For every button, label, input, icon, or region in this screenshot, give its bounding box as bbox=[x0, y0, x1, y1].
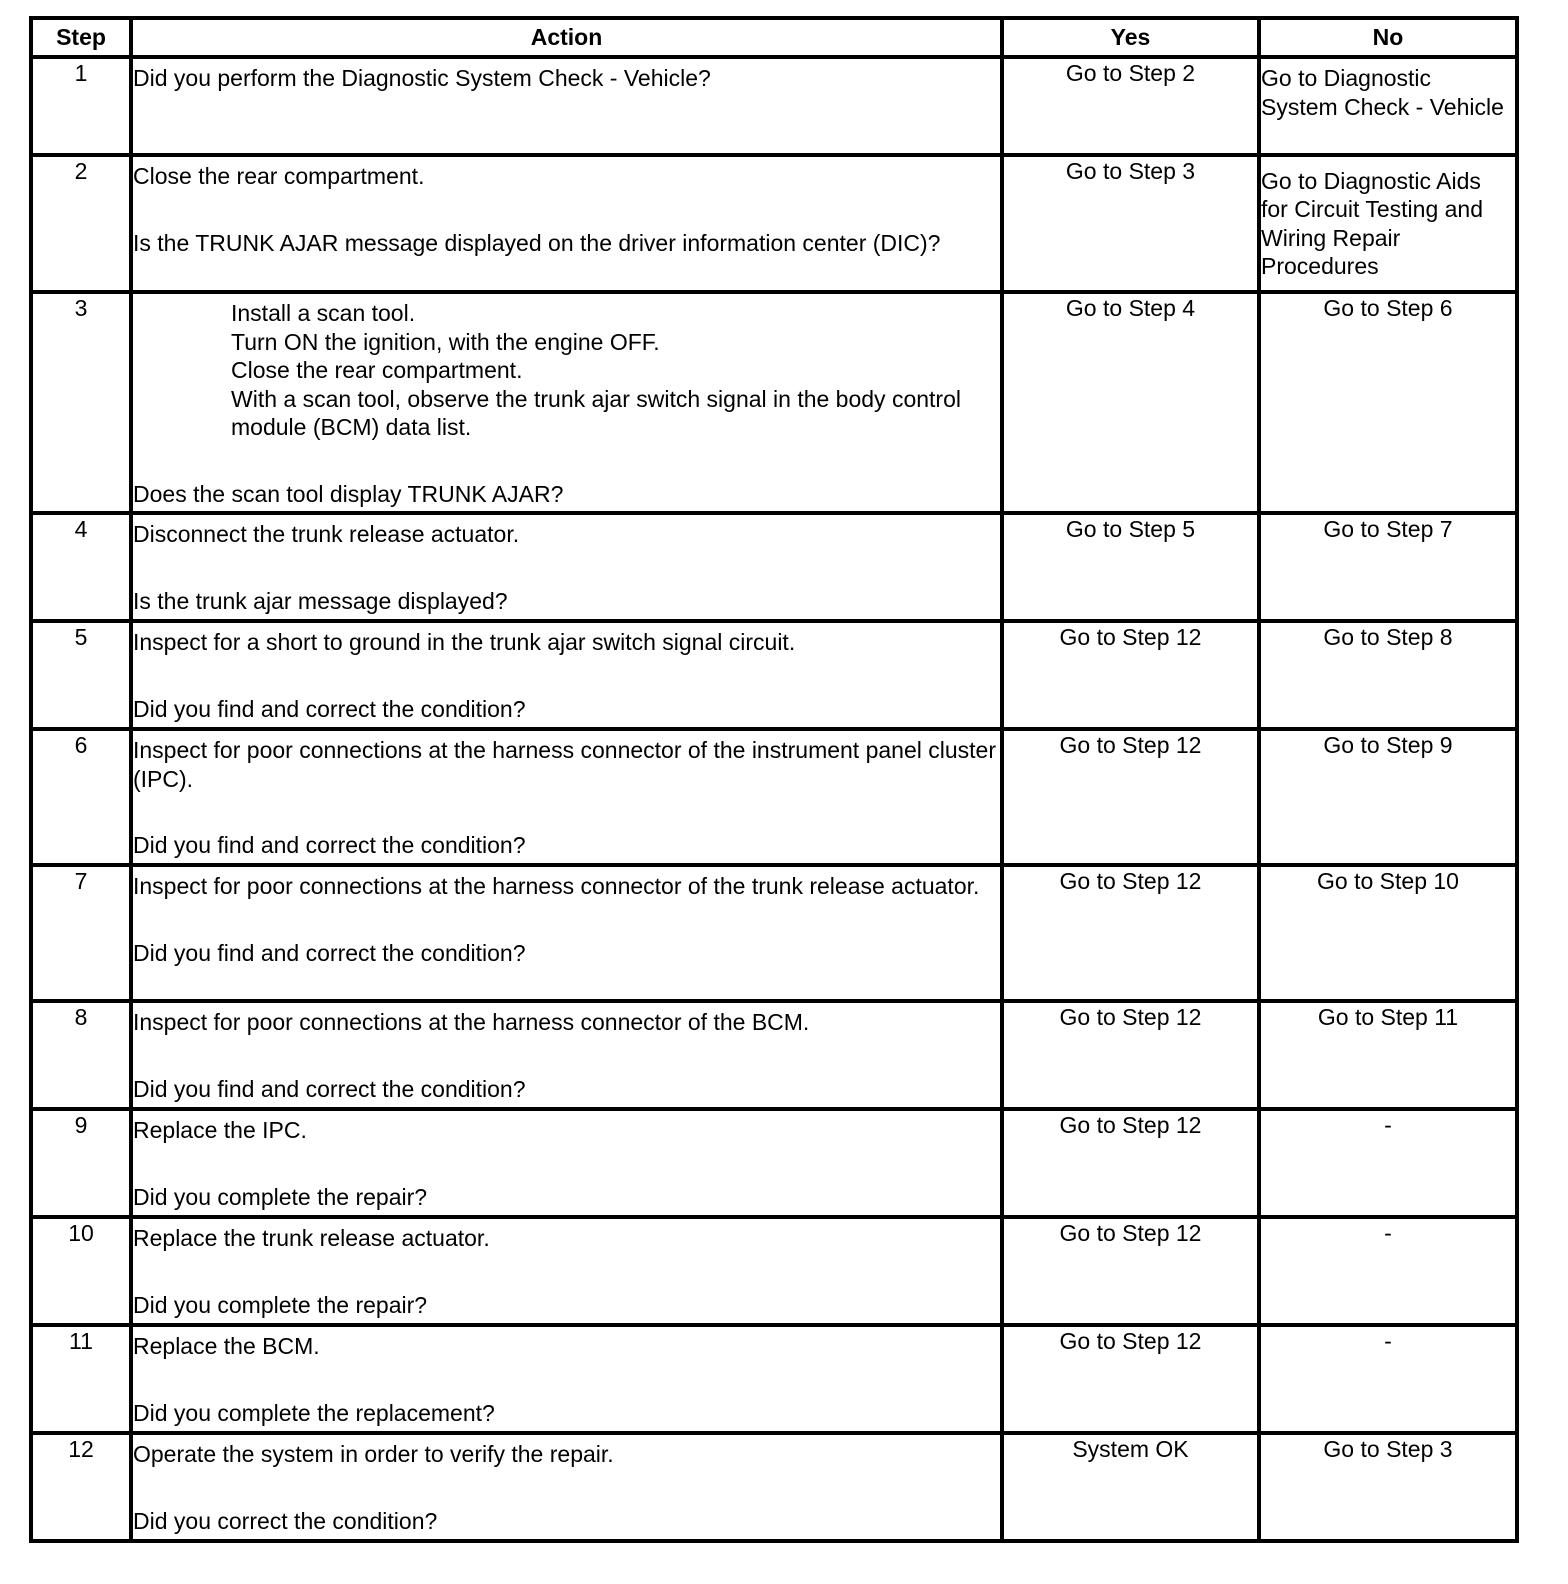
step-number: 10 bbox=[31, 1217, 131, 1325]
action-cell bbox=[131, 1001, 1002, 1109]
no-result: Go to Step 8 bbox=[1259, 621, 1517, 729]
no-result: - bbox=[1259, 1325, 1517, 1433]
no-result: Go to Diagnostic System Check - Vehicle bbox=[1259, 57, 1517, 155]
yes-result: Go to Step 5 bbox=[1002, 513, 1259, 621]
action-instruction: Replace the trunk release actuator. bbox=[133, 1225, 490, 1251]
table-row bbox=[31, 1109, 1517, 1217]
yes-result: Go to Step 12 bbox=[1002, 865, 1259, 1001]
action-instruction: Inspect for poor connections at the harness connector of the trunk release actuator. bbox=[133, 873, 980, 899]
header-action: Action bbox=[131, 18, 1002, 57]
instruction-item: Close the rear compartment. bbox=[231, 357, 523, 383]
action-question: Did you find and correct the condition? bbox=[133, 939, 526, 966]
action-cell bbox=[131, 513, 1002, 621]
action-question: Is the trunk ajar message displayed? bbox=[133, 587, 508, 614]
no-result: Go to Step 10 bbox=[1259, 865, 1517, 1001]
no-result: Go to Diagnostic Aids for Circuit Testing and Wiring Repair Procedures bbox=[1259, 155, 1517, 292]
yes-result: Go to Step 12 bbox=[1002, 1109, 1259, 1217]
action-cell bbox=[131, 1325, 1002, 1433]
step-number: 7 bbox=[31, 865, 131, 1001]
step-number: 9 bbox=[31, 1109, 131, 1217]
no-result: Go to Step 11 bbox=[1259, 1001, 1517, 1109]
table-row bbox=[31, 155, 1517, 292]
action-question: Did you complete the replacement? bbox=[133, 1399, 495, 1426]
yes-result: Go to Step 12 bbox=[1002, 1325, 1259, 1433]
action-instruction: Close the rear compartment. bbox=[133, 163, 425, 189]
header-yes: Yes bbox=[1002, 18, 1259, 57]
header-row bbox=[31, 18, 1517, 57]
table-row bbox=[31, 729, 1517, 865]
action-cell bbox=[131, 292, 1002, 513]
step-number: 1 bbox=[31, 57, 131, 155]
diagnostic-table bbox=[29, 16, 1519, 1543]
action-cell bbox=[131, 1217, 1002, 1325]
table-row bbox=[31, 292, 1517, 513]
instruction-item: With a scan tool, observe the trunk ajar switch signal in the body control module (BCM) data list. bbox=[231, 385, 961, 440]
table-row bbox=[31, 1217, 1517, 1325]
no-result: Go to Step 6 bbox=[1259, 292, 1517, 513]
action-instruction: Disconnect the trunk release actuator. bbox=[133, 521, 520, 547]
table-row bbox=[31, 1433, 1517, 1541]
action-question: Did you complete the repair? bbox=[133, 1291, 428, 1318]
step-number: 4 bbox=[31, 513, 131, 621]
yes-result: Go to Step 3 bbox=[1002, 155, 1259, 292]
action-instruction: Replace the IPC. bbox=[133, 1117, 307, 1143]
no-result: - bbox=[1259, 1109, 1517, 1217]
action-question: Did you complete the repair? bbox=[133, 1183, 428, 1210]
action-instruction: Inspect for a short to ground in the trunk ajar switch signal circuit. bbox=[133, 629, 796, 655]
action-question: Did you correct the condition? bbox=[133, 1507, 438, 1534]
action-cell bbox=[131, 1109, 1002, 1217]
step-number: 11 bbox=[31, 1325, 131, 1433]
action-cell bbox=[131, 1433, 1002, 1541]
table-row bbox=[31, 1325, 1517, 1433]
no-result: Go to Step 3 bbox=[1259, 1433, 1517, 1541]
action-question: Did you find and correct the condition? bbox=[133, 1075, 526, 1102]
action-cell bbox=[131, 729, 1002, 865]
step-number: 12 bbox=[31, 1433, 131, 1541]
action-cell bbox=[131, 865, 1002, 1001]
action-question: Did you find and correct the condition? bbox=[133, 695, 526, 722]
step-number: 5 bbox=[31, 621, 131, 729]
table-row bbox=[31, 865, 1517, 1001]
header-step: Step bbox=[31, 18, 131, 57]
action-cell bbox=[131, 621, 1002, 729]
step-number: 6 bbox=[31, 729, 131, 865]
table-row bbox=[31, 513, 1517, 621]
action-instruction: Inspect for poor connections at the harness connector of the BCM. bbox=[133, 1009, 810, 1035]
no-result: Go to Step 9 bbox=[1259, 729, 1517, 865]
action-instruction: Inspect for poor connections at the harness connector of the instrument panel cluster (IPC). bbox=[133, 737, 996, 792]
table-row bbox=[31, 1001, 1517, 1109]
table-row bbox=[31, 57, 1517, 155]
yes-result: Go to Step 12 bbox=[1002, 621, 1259, 729]
table-row bbox=[31, 621, 1517, 729]
instruction-item: Turn ON the ignition, with the engine OFF. bbox=[231, 328, 660, 355]
yes-result: Go to Step 12 bbox=[1002, 729, 1259, 865]
instruction-item: Install a scan tool. bbox=[231, 300, 416, 326]
no-result: - bbox=[1259, 1217, 1517, 1325]
no-result: Go to Step 7 bbox=[1259, 513, 1517, 621]
action-instruction: Replace the BCM. bbox=[133, 1333, 320, 1359]
header-no: No bbox=[1259, 18, 1517, 57]
step-number: 3 bbox=[31, 292, 131, 513]
action-instruction: Operate the system in order to verify the repair. bbox=[133, 1441, 614, 1467]
action-question: Does the scan tool display TRUNK AJAR? bbox=[133, 480, 564, 507]
action-question: Is the TRUNK AJAR message displayed on the driver information center (DIC)? bbox=[133, 229, 941, 256]
yes-result: Go to Step 2 bbox=[1002, 57, 1259, 155]
action-question: Did you find and correct the condition? bbox=[133, 832, 526, 858]
yes-result: System OK bbox=[1002, 1433, 1259, 1541]
yes-result: Go to Step 12 bbox=[1002, 1217, 1259, 1325]
instruction-list bbox=[133, 299, 1000, 442]
yes-result: Go to Step 12 bbox=[1002, 1001, 1259, 1109]
action-cell bbox=[131, 155, 1002, 292]
action-cell bbox=[131, 57, 1002, 155]
yes-result: Go to Step 4 bbox=[1002, 292, 1259, 513]
action-instruction: Did you perform the Diagnostic System Check - Vehicle? bbox=[133, 65, 711, 91]
step-number: 2 bbox=[31, 155, 131, 292]
step-number: 8 bbox=[31, 1001, 131, 1109]
